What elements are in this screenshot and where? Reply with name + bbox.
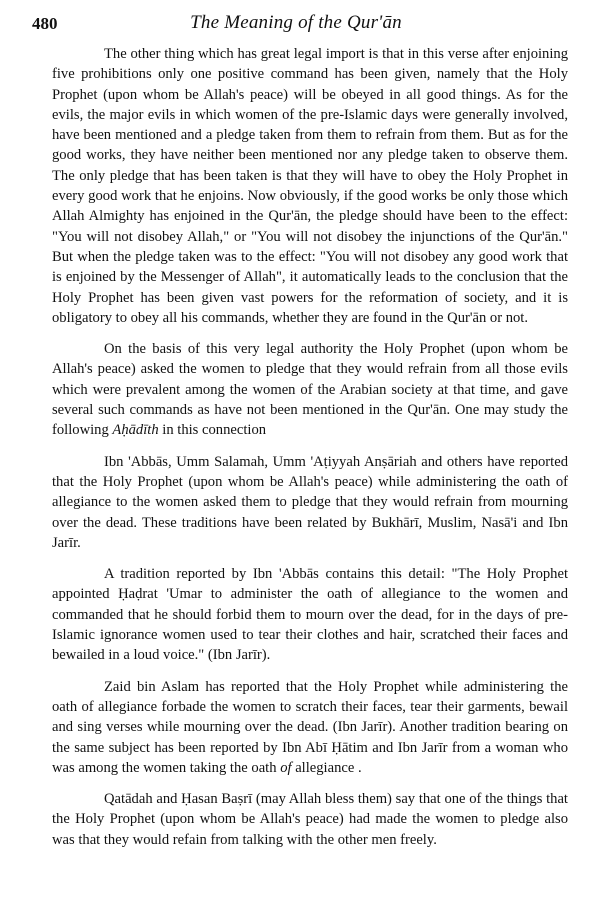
paragraph: A tradition reported by Ibn 'Abbās contains this detail: "The Holy Prophet appointed Ḥaḍrat 'Umar to administer the oath of allegiance to the women and commanded that he should forbid them to mourn over the dead, for in the days of pre-Islamic ignorance women used to tear their clothes and hair, scratched their faces and bewailed in a loud voice." (Ibn Jarīr). [52, 566, 568, 664]
italic-term: Aḥādīth [112, 422, 159, 439]
running-title: The Meaning of the Qur'ān [190, 12, 402, 33]
paragraph-text: allegiance . [291, 759, 362, 776]
italic-term: of [280, 759, 292, 776]
page-number: 480 [32, 14, 58, 33]
paragraph-text: in this connection [158, 422, 267, 439]
paragraph: Qatādah and Ḥasan Baṣrī (may Allah bless them) say that one of the things that the Holy Prophet (upon whom be Allah's peace) had made the women to pledge also was that they would refain from talking with the other men freely. [52, 791, 568, 848]
page-header [32, 10, 560, 38]
paragraph [52, 677, 568, 778]
paragraph-text: On the basis of this very legal authority the Holy Prophet (upon whom be Allah's peace) asked the women to pledge that they would refrain from all those evils which were prevalent among the women of the Arabian society at that time, and gave several such commands as have not been mentioned in the Qur'ān. One may study the following [52, 341, 568, 439]
paragraph: Ibn 'Abbās, Umm Salamah, Umm 'Aṭiyyah Anṣāriah and others have reported that the Holy Prophet (upon whom be Allah's peace) while administering the oath of allegiance to the women asked them to pledge that they would refrain from mourning over the dead. These traditions have been related by Bukhārī, Muslim, Nasā'i and Ibn Jarīr. [52, 453, 568, 551]
paragraph-text: Zaid bin Aslam has reported that the Holy Prophet while administering the oath of allegiance forbade the women to scratch their faces, tear their garments, bewail and sing verses while mourning over the dead. (Ibn Jarīr). Another tradition bearing on the same subject has been reported by Ibn Abī Ḥātim and Ibn Jarīr from a woman who was among the women taking the oath [52, 678, 568, 776]
paragraph: The other thing which has great legal import is that in this verse after enjoining five prohibitions only one positive command has been given, namely that the Holy Prophet (upon whom be Allah's peace) will be obeyed in all good things. As for the evils, the major evils in which women of the pre-Islamic days were generally involved, have been mentioned and a pledge taken from them to refrain from them. But as for the good works, they have neither been mentioned nor any pledge taken to observe them. The only pledge that has been taken is that they will have to obey the Holy Prophet in every good work that he enjoins. Now obviously, if the good works be only those which Allah Almighty has enjoined in the Qur'ān, the pledge should have been to the effect: "You will not disobey Allah," or "You will not disobey the injunctions of the Qur'ān." But when the pledge taken was to the effect: "You will not disobey any good work that is enjoined by the Messenger of Allah", it automatically leads to the conclusion that the Holy Prophet has been given vast powers for the reformation of society, and it is obligatory to obey all his commands, whether they are found in the Qur'ān or not. [52, 46, 568, 326]
body-text [52, 44, 568, 861]
paragraph [52, 339, 568, 440]
